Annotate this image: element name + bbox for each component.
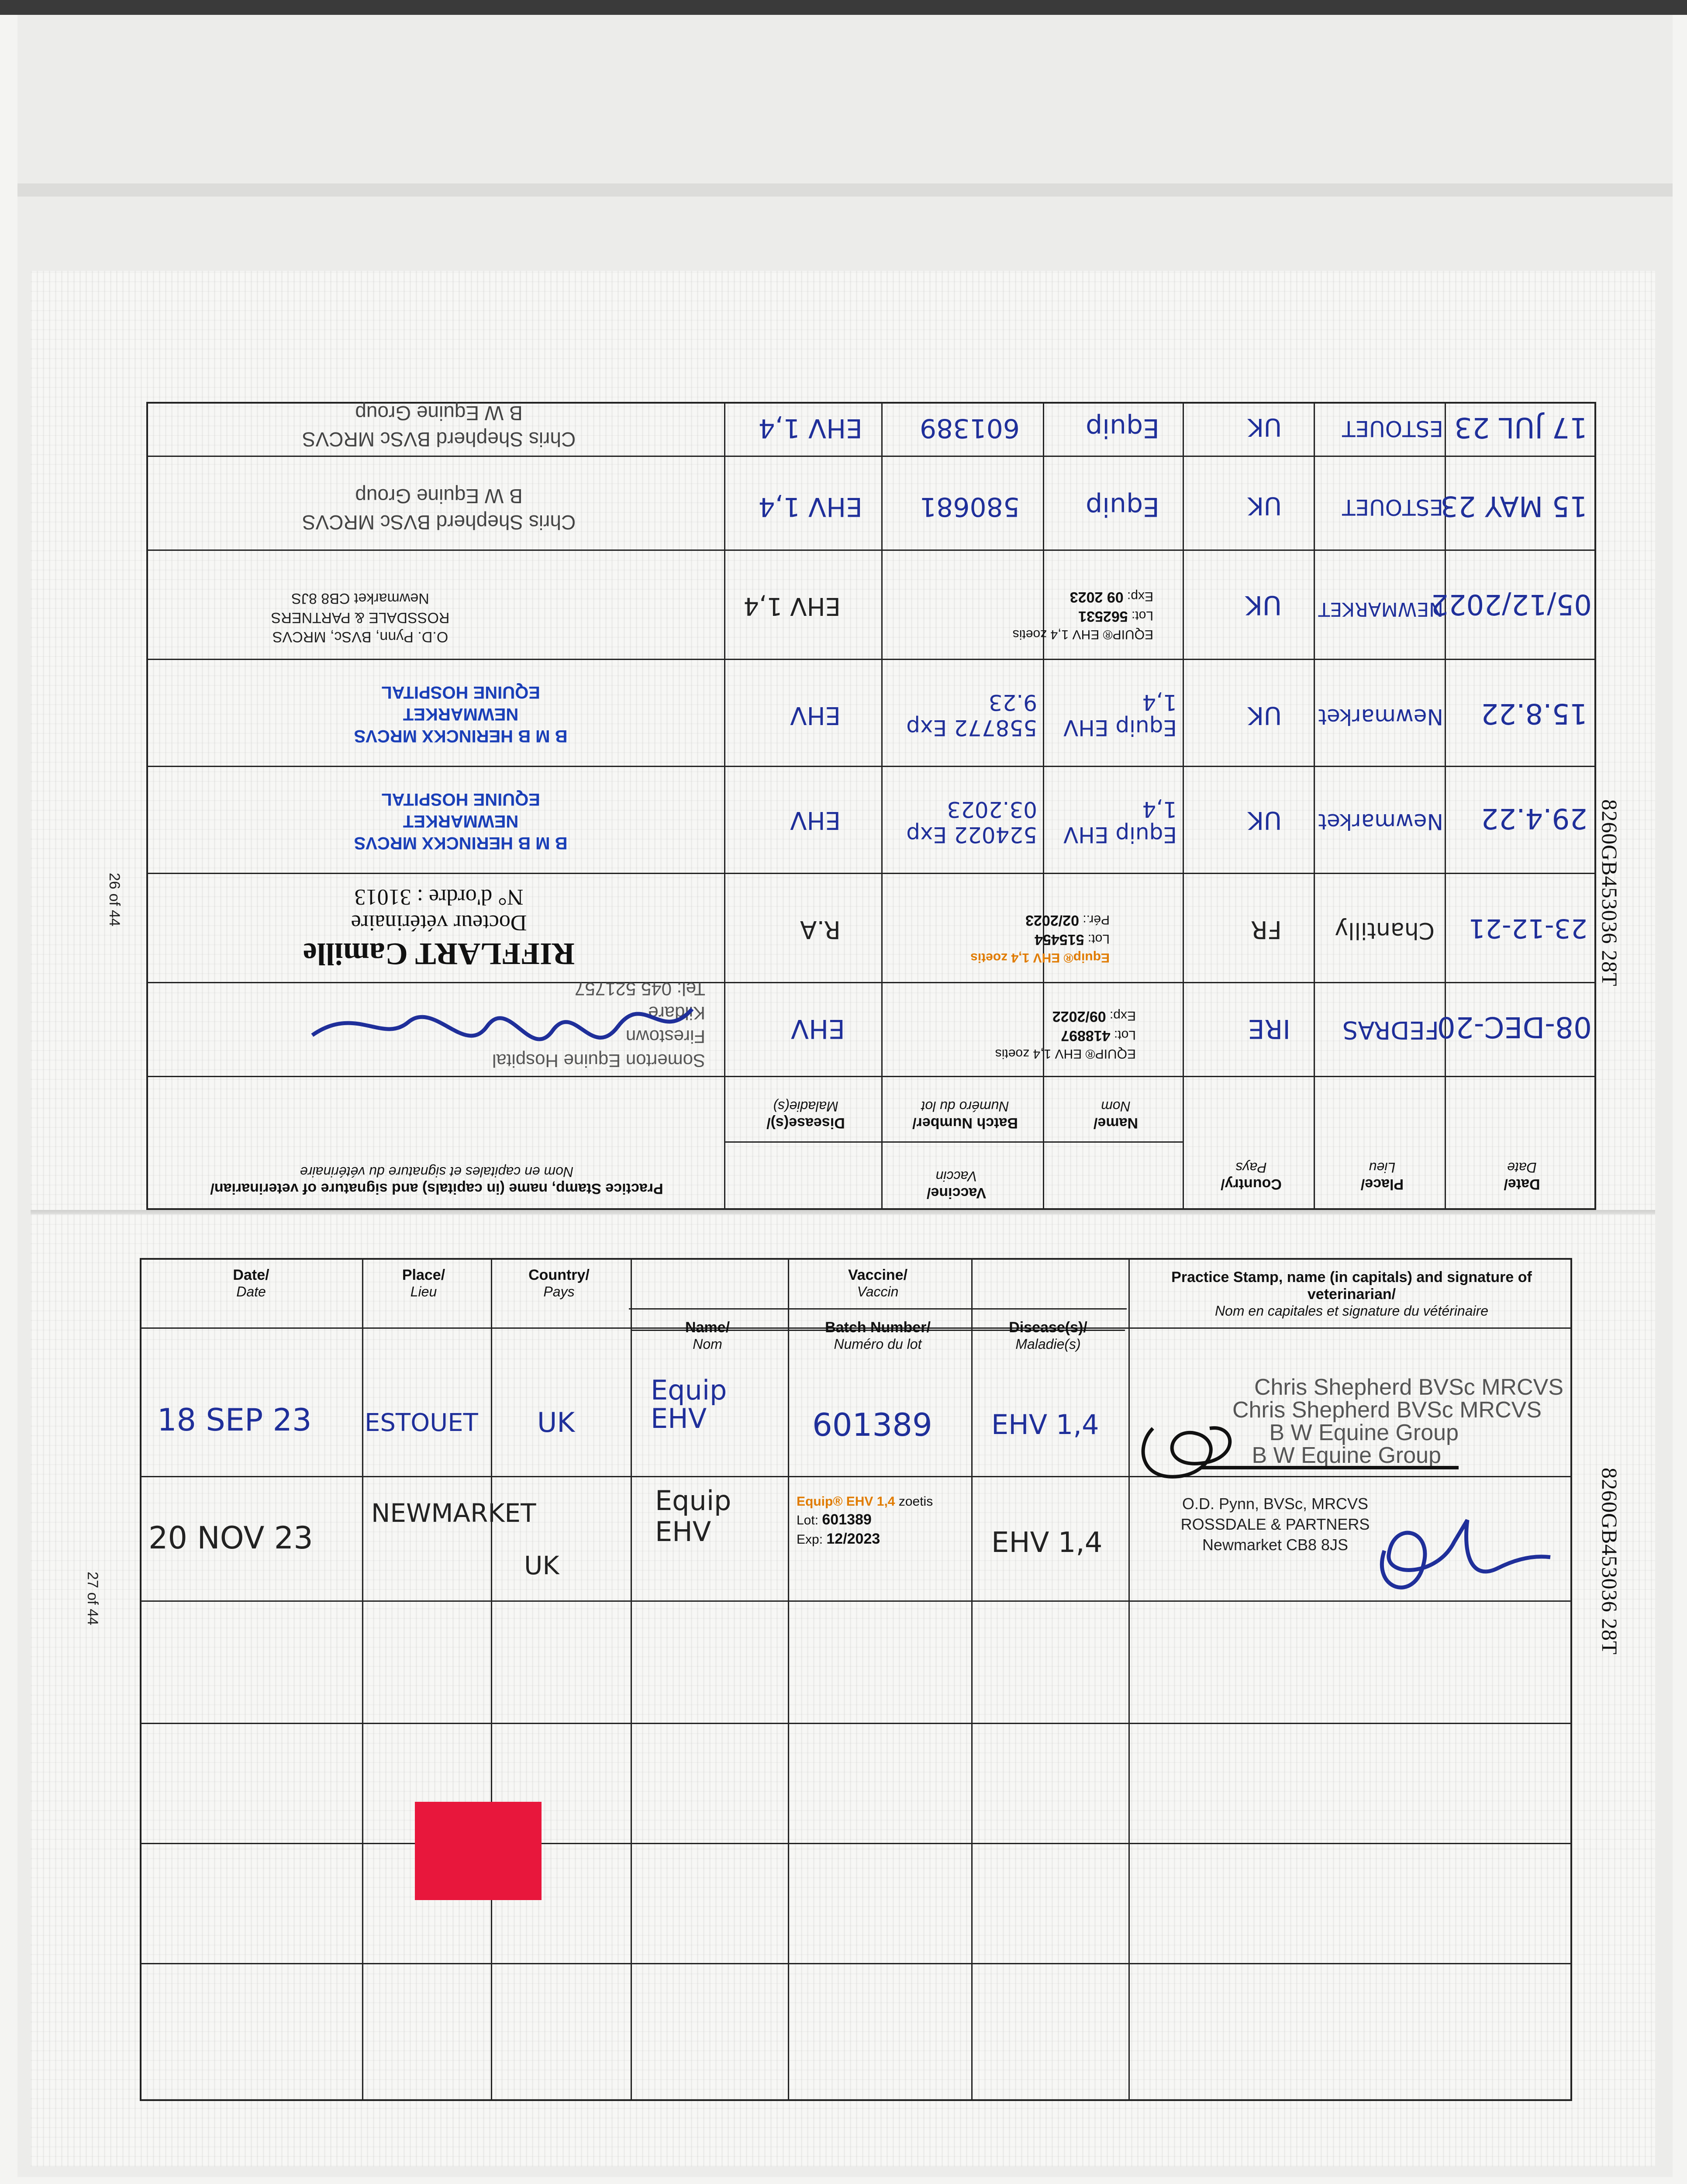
row5-date: 05/12/2022 [1431,588,1592,620]
sleeve-edge [17,183,1673,197]
red-marker-square [415,1802,542,1900]
lower-row2-vaccine-label: Equip® EHV 1,4 zoetis Lot: 601389 Exp: 12/2023 [797,1494,933,1548]
vaccination-table-upper [146,402,1596,1210]
row4-country: UK [1248,701,1282,729]
row6-batch: 580681 [919,491,1020,522]
row5-country: UK [1245,590,1282,620]
row6-country: UK [1248,491,1282,520]
row4-batch: 558772 Exp 9.23 [906,690,1037,740]
lower-row2-vaccine-name: Equip EHV [655,1485,731,1548]
lower-row2-date: 20 NOV 23 [148,1520,313,1556]
header-stamp-upper: Practice Stamp, name (in capitals) and signature of veterinarian/ Nom en capitales et signature du vétérinaire [210,1164,663,1197]
header-place-lower: Place/ Lieu [402,1267,445,1300]
row5-place: NEWMARKET [1318,598,1443,620]
row1-signature [304,987,697,1053]
row7-date: 17 JUL 23 [1454,411,1587,443]
page-number-upper: 26 of 44 [106,873,123,926]
lower-row1-vaccine-name: Equip EHV [651,1374,727,1435]
row6-place: ESTOUET [1342,494,1443,520]
header-stamp-lower: Practice Stamp, name (in capitals) and signature of veterinarian/ Nom en capitales et signature du vétérinaire [1171,1269,1532,1319]
lower-row1-signature [1127,1411,1476,1498]
scanner-top-edge [0,0,1687,15]
lower-row1-batch: 601389 [812,1406,932,1443]
header-vaccine-upper: Vaccine/ Vaccin [926,1168,987,1201]
row5-stamp: O.D. Pynn, BVSc, MRCVS ROSSDALE & PARTNERS Newmarket CB8 8JS [271,590,450,645]
row3-date: 29.4.22 [1480,802,1587,834]
lower-row1-disease: EHV 1,4 [991,1409,1099,1441]
row1-stamp: Somerton Equine Hospital Firestown Kildare Tel: 045 521757 [492,979,705,1071]
row6-vaccine-name: Equip [1086,491,1159,522]
page-number-lower: 27 of 44 [84,1572,101,1625]
header-disease-lower: Disease(s)/ Maladie(s) [1009,1319,1087,1352]
row7-disease: EHV 1,4 [758,413,862,443]
row4-disease: EHV [790,701,841,729]
row7-country: UK [1248,413,1282,441]
header-disease-upper: Disease(s)/ Maladie(s) [766,1098,845,1131]
vaccine-subheader-rule [629,1308,1127,1310]
lower-row1-date: 18 SEP 23 [157,1402,312,1438]
lower-row2-disease: EHV 1,4 [991,1527,1103,1559]
row3-country: UK [1248,806,1282,834]
lower-row1-country: UK [537,1406,575,1438]
serial-number-lower: 8260GB453036 28T [1597,1468,1622,1655]
lower-row2-place: NEWMARKET [371,1498,536,1528]
header-date-upper: Date/ Date [1504,1159,1540,1192]
row1-country: IRE [1248,1013,1290,1044]
header-name-upper: Name/ Nom [1093,1098,1138,1131]
lower-row1-stamp: Chris Shepherd BVSc MRCVS Chris Shepherd BVSc MRCVS B W Equine Group B W Equine Group [1232,1375,1563,1468]
row4-stamp: B M B HERINCKX MRCVS NEWMARKET EQUINE HOSPITAL [354,683,568,746]
row6-disease: EHV 1,4 [758,491,862,522]
row3-place: Newmarket [1318,809,1443,834]
header-place-upper: Place/ Lieu [1360,1159,1404,1192]
lower-row2-signature [1367,1503,1555,1612]
row3-stamp: B M B HERINCKX MRCVS NEWMARKET EQUINE HOSPITAL [354,790,568,853]
header-date-lower: Date/ Date [233,1267,269,1300]
header-name-lower: Name/ Nom [685,1319,730,1352]
serial-number-upper: 8260GB453036 28T [1597,799,1622,987]
header-batch-upper: Batch Number/ Numéro du lot [912,1098,1018,1131]
row1-disease: EHV [790,1013,845,1044]
row2-stamp: RIFFLART Camille Docteur vétérinaire N° d'ordre : 31013 [303,885,575,971]
row1-date: 08-DEC-20 [1437,1010,1592,1044]
lower-row2-stamp: O.D. Pynn, BVSc, MRCVS ROSSDALE & PARTNERS Newmarket CB8 8JS [1180,1495,1370,1554]
row2-disease: R.A [800,915,841,943]
header-batch-lower: Batch Number/ Numéro du lot [825,1319,931,1352]
row2-vaccine-label: Equip® EHV 1,4 zoetis Lot: 515454 Pér.: 02/2023 [970,912,1110,965]
row1-place: FEDRAS [1342,1016,1439,1044]
row7-place: ESTOUET [1342,416,1443,441]
row3-vaccine-name: Equip EHV 1,4 [1063,797,1177,847]
row7-stamp: Chris Shepherd BVSc MRCVS B W Equine Group [302,402,576,451]
header-country-upper: Country/ Pays [1221,1159,1282,1192]
row4-date: 15.8.22 [1480,697,1587,729]
header-country-lower: Country/ Pays [528,1267,590,1300]
row4-vaccine-name: Equip EHV 1,4 [1063,690,1177,740]
header-vaccine-lower: Vaccine/ Vaccin [848,1267,908,1300]
row2-place: Chantilly [1335,917,1435,943]
row5-disease: EHV 1,4 [743,592,841,620]
row4-place: Newmarket [1318,704,1443,729]
row2-country: FR [1250,915,1282,943]
row7-batch: 601389 [919,413,1020,443]
row5-vaccine-label: EQUIP® EHV 1,4 zoetis Lot: 562531 Exp: 09 2023 [1012,588,1153,642]
lower-row1-place: ESTOUET [365,1409,478,1437]
row6-stamp: Chris Shepherd BVSc MRCVS B W Equine Group [302,485,576,534]
lower-row2-country: UK [524,1551,559,1580]
row3-batch: 524022 Exp 03.2023 [906,797,1037,847]
row3-disease: EHV [790,806,841,834]
row2-date: 23-12-21 [1468,913,1587,943]
row6-date: 15 MAY 23 [1440,490,1587,522]
row1-vaccine-label: EQUIP® EHV 1,4 zoetis Lot: 418897 Exp: 09/2022 [995,1008,1136,1061]
row7-vaccine-name: Equip [1086,413,1159,443]
